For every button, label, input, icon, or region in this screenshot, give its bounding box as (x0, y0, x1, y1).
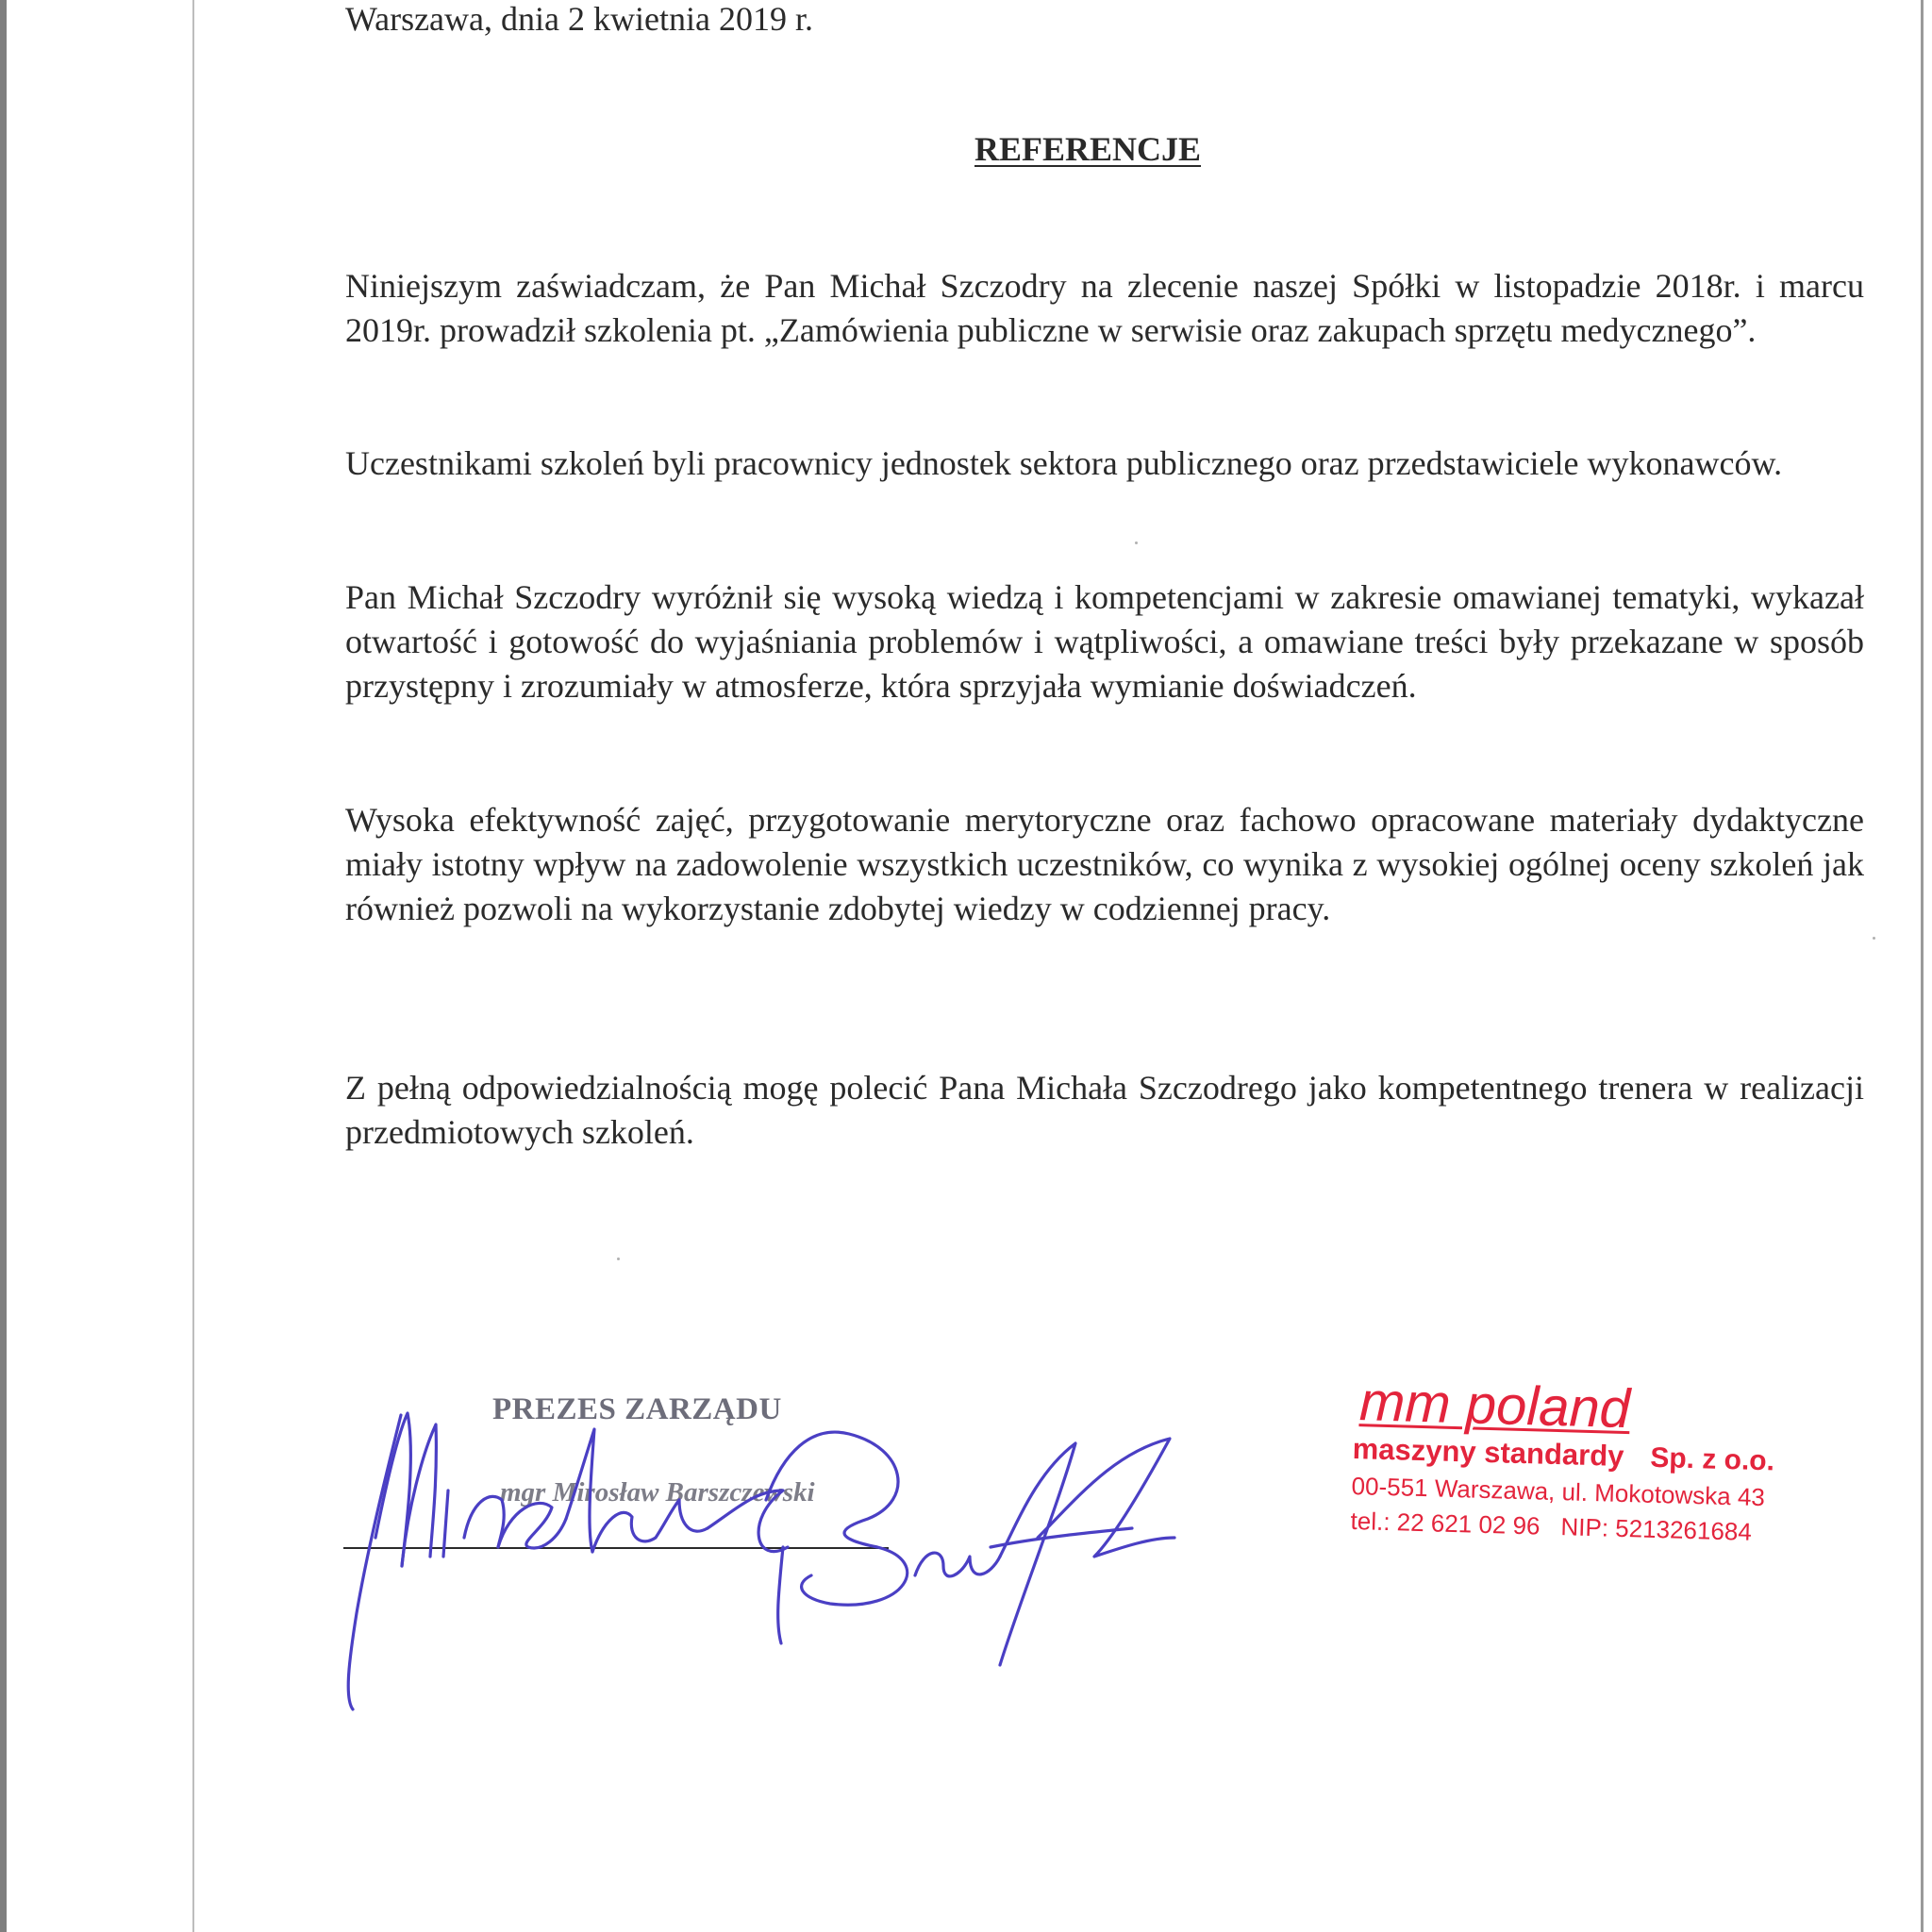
company-stamp-legal-form: Sp. z o.o. (1649, 1441, 1775, 1477)
paragraph-intro: Niniejszym zaświadczam, że Pan Michał Szczodry na zlecenie naszej Spółki w listopadzie 2018r. i marcu 2019r. prowadził szkolenia pt. „Zamówienia publiczne w serwisie oraz zakupach sprzętu medycznego”. (345, 267, 1864, 349)
company-stamp-phone: tel.: 22 621 02 96 (1350, 1506, 1541, 1541)
scan-speck (617, 1257, 620, 1260)
signatory-title-stamp: PREZES ZARZĄDU (492, 1392, 782, 1426)
scan-right-edge (1921, 0, 1924, 1932)
document-title: REFERENCJE (974, 130, 1202, 168)
paragraph-participants: Uczestnikami szkoleń byli pracownicy jednostek sektora publicznego oraz przedstawiciele wykonawców. (345, 444, 1783, 482)
scan-speck (1135, 541, 1138, 544)
scan-speck (1873, 937, 1875, 940)
company-stamp (1350, 1371, 1798, 1550)
paragraph-competence: Pan Michał Szczodry wyróżnił się wysoką wiedzą i kompetencjami w zakresie omawianej tematyki, wykazał otwartość i gotowość do wyjaśniania problemów i wątpliwości, a omawiane treści były przekazane w sposób przystępny i zrozumiały w atmosferze, która sprzyjała wymianie doświadczeń. (345, 578, 1864, 705)
paragraph-effectiveness: Wysoka efektywność zajęć, przygotowanie merytoryczne oraz fachowo opracowane materiały dydaktyczne miały istotny wpływ na zadowolenie wszystkich uczestników, co wynika z wysokiej ogólnej oceny szkoleń jak również pozwoli na wykorzystanie zdobytej wiedzy w codziennej pracy. (345, 801, 1864, 927)
company-stamp-address: 00-551 Warszawa, ul. Mokotowska 43 (1351, 1471, 1766, 1512)
company-stamp-subtitle: maszyny standardy (1352, 1431, 1624, 1473)
paragraph-recommendation: Z pełną odpowiedzialnością mogę polecić Pana Michała Szczodrego jako kompetentnego trenera w realizacji przedmiotowych szkoleń. (345, 1069, 1864, 1151)
signatory-name-stamp: mgr Mirosław Barszczewski (500, 1477, 815, 1507)
company-stamp-nip: NIP: 5213261684 (1560, 1512, 1753, 1546)
scan-margin-line (192, 0, 194, 1932)
date-line: Warszawa, dnia 2 kwietnia 2019 r. (345, 0, 813, 38)
company-stamp-logo: mm poland (1358, 1371, 1631, 1441)
scan-left-edge (0, 0, 7, 1932)
handwritten-signature (340, 1396, 1189, 1717)
